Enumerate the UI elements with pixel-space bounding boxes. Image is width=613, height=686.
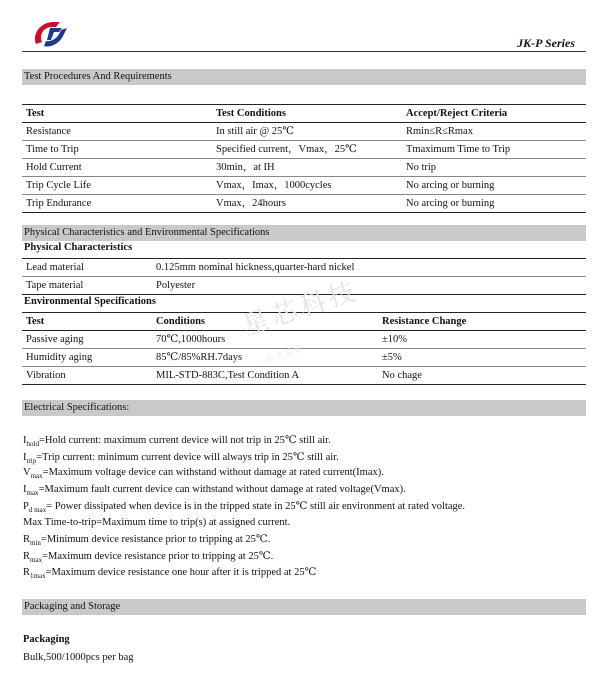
definition-text: =Hold current: maximum current device will not trip in 25℃ still air. [38, 435, 331, 446]
table-row [22, 195, 586, 213]
section-test-procedures: Test Procedures And Requirements [22, 69, 586, 85]
cell: Trip Cycle Life [22, 177, 212, 195]
company-logo [30, 18, 70, 50]
packaging-heading: Packaging [23, 634, 70, 645]
series-title: JK-P Series [517, 36, 575, 50]
definition-symbol: I [23, 483, 27, 495]
cell: Hold Current [22, 159, 212, 177]
definition-subscript: trip [26, 456, 37, 465]
cell: Tmaximum Time to Trip [402, 141, 586, 159]
table-row [22, 141, 586, 159]
cell: Vmax，24hours [212, 195, 402, 213]
definition-text: = Power dissipated when device is in the tripped state in 25℃ still air environment at rated voltage. [46, 501, 466, 512]
definition-text: Max Time-to-trip=Maximum time to trip(s) at assigned current. [23, 516, 291, 528]
packaging-text: Bulk,500/1000pcs per bag [23, 652, 134, 663]
table-row [22, 259, 586, 277]
cell: ±5% [378, 349, 586, 367]
definition-subscript: max [26, 488, 39, 497]
cell: 85℃/85%RH.7days [152, 349, 378, 367]
cell: Humidity aging [22, 349, 152, 367]
definition-line [23, 451, 339, 465]
cell: 0.125mm nominal hickness,quarter-hard nickel [152, 259, 586, 277]
env-heading: Environmental Specifications [24, 296, 156, 307]
header-cell: Conditions [152, 313, 378, 331]
cell: Rmin≤R≤Rmax [402, 123, 586, 141]
definition-text: =Minimum device resistance prior to tripping at 25℃. [40, 534, 271, 545]
cell: No trip [402, 159, 586, 177]
definition-subscript: d max [28, 506, 47, 515]
header-cell: Test [22, 105, 212, 123]
cell: Resistance [22, 123, 212, 141]
definition-symbol: V [23, 467, 31, 478]
cell: Passive aging [22, 331, 152, 349]
cell: MIL-STD-883C,Test Condition A [152, 367, 378, 385]
definition-line [23, 500, 465, 514]
table-row [22, 331, 586, 349]
definition-symbol: I [23, 451, 27, 463]
watermark: 星芯科技 [239, 276, 363, 342]
table-header-row [22, 313, 586, 331]
header-cell: Test [22, 313, 152, 331]
cell: Trip Endurance [22, 195, 212, 213]
definition-text: =Maximum device resistance prior to tripping at 25℃. [42, 550, 274, 562]
cell: ±10% [378, 331, 586, 349]
definition-symbol: R [23, 534, 31, 545]
cell: No arcing or burning [402, 177, 586, 195]
definition-text: =Maximum voltage device can withstand without damage at rated current(Imax). [42, 467, 384, 478]
definition-symbol: I [23, 435, 27, 446]
definition-line [23, 434, 331, 448]
section-packaging: Packaging and Storage [22, 599, 586, 615]
definition-subscript: min [30, 539, 41, 548]
definition-line [23, 467, 384, 480]
table-row [22, 277, 586, 295]
header-rule [22, 51, 586, 52]
section-electrical: Electrical Specifications: [22, 400, 586, 416]
definition-symbol: P [23, 501, 29, 512]
definition-text: =Maximum fault current device can withstand without damage at rated voltage(Vmax). [38, 483, 406, 495]
definition-line [23, 517, 290, 528]
table-row [22, 123, 586, 141]
test-procedures-table [22, 104, 586, 213]
definition-subscript: max [30, 555, 43, 564]
header-cell: Resistance Change [378, 313, 586, 331]
header-cell: Accept/Reject Criteria [402, 105, 586, 123]
cell: Lead material [22, 259, 152, 277]
cell: No arcing or burning [402, 195, 586, 213]
table-row [22, 367, 586, 385]
definition-subscript: 1max [30, 572, 46, 581]
definition-line [23, 566, 316, 580]
definition-subscript: hold [26, 440, 39, 449]
definition-text: =Trip current: minimum current device will always trip in 25℃ still air. [36, 451, 339, 463]
cell: Specified current，Vmax，25℃ [212, 141, 402, 159]
cell: Tape material [22, 277, 152, 295]
definition-line [23, 484, 406, 497]
cell: Vibration [22, 367, 152, 385]
cell: Polyester [152, 277, 586, 295]
definition-symbol: R [23, 567, 31, 578]
physical-table [22, 258, 586, 295]
definition-subscript: max [30, 472, 43, 481]
section-physical-env: Physical Characteristics and Environmental Specifications [22, 225, 586, 241]
physical-heading: Physical Characteristics [24, 242, 133, 253]
cell: No chage [378, 367, 586, 385]
header-cell: Test Conditions [212, 105, 402, 123]
table-row [22, 159, 586, 177]
table-header-row [22, 105, 586, 123]
definition-symbol: R [23, 550, 31, 562]
table-row [22, 177, 586, 195]
definition-line [23, 550, 273, 564]
definition-line [23, 533, 270, 547]
cell: Vmax，Imax，1000cycles [212, 177, 402, 195]
watermark-subtext: 一站式采购 [254, 343, 306, 368]
cell: 30min，at IH [212, 159, 402, 177]
definition-text: =Maximum device resistance one hour after it is tripped at 25℃ [45, 567, 317, 578]
cell: Time to Trip [22, 141, 212, 159]
cell: 70℃,1000hours [152, 331, 378, 349]
cell: In still air @ 25℃ [212, 123, 402, 141]
